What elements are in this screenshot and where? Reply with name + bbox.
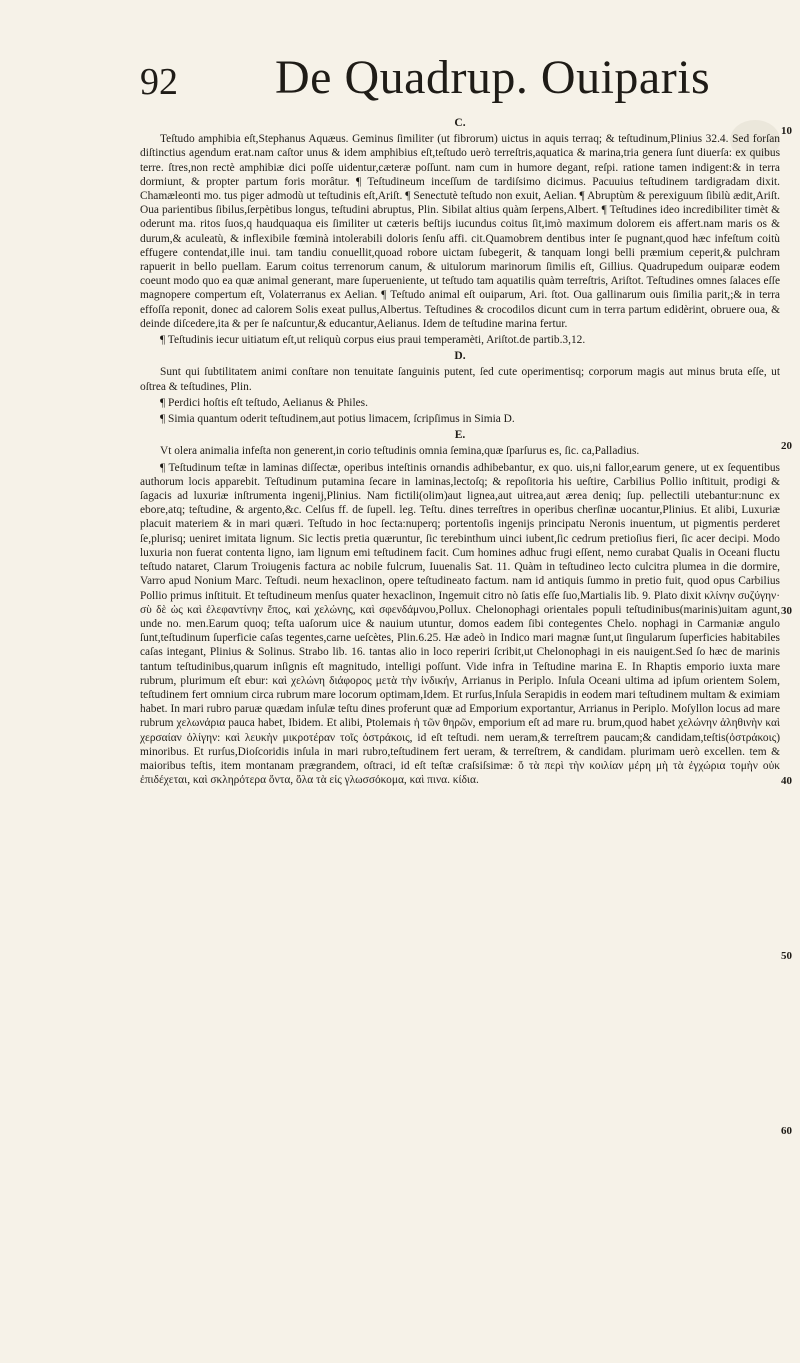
margin-line-number: 30: [781, 605, 792, 617]
paragraph: ¶ Simia quantum oderit teſtudinem,aut potius limacem, ſcripſimus in Simia D.: [160, 413, 515, 426]
section-letter-e: E.: [454, 429, 466, 442]
margin-line-number: 40: [781, 775, 792, 787]
paragraph: ¶ Teſtudinum teſtæ in laminas diſſectæ, operibus inteſtinis ornandis adhibebantur, ex quo. uis,ni fallor,earum genere, ut ex ſequentibus authorum locis apparebit. Teſtudinum putamina ſecare in laminas,lectoſq; & repoſitoria his ueſtire, Carbilius Pollio inſtituit, prodigi & ſagacis ad luxuriæ inſtrumenta ingenij,Plinius. Nam fictili(olim)aut lignea,aut uitrea,aut ærea deniq; ſup. pellectili utebantur:nunc ex ebore,atq; teſtudine, & argento,&c. Celſus ff. de ſupell. leg. Teſtu. dines terreſtres in operibus cherſinæ uocantur,Plinius. Et alibi, Luxuriæ placuit materiem & in mari quæri. Teſtudo in hoc ſecta:nuperq; portentoſis ingenijs principatu Neronis inuentum, ut pigmentis perderet ſe,plurisq; ueniret imitata lignum. Sic lectis pretia quæruntur, ſic terebinthum uinci iubent,ſic cedrum pretioſius fieri, ſic acer decipi. Modo luxuria non fuerat contenta ligno, iam lignum emi teſtudinem facit. Cum homines adhuc frugi eſſent, nemo curabat Qualis in Oceani fluctu teſtudo nataret, Clarum Troiugenis factura ac nobile fulcrum, Iuuenalis Sat. 11. Quàm in teſtudineo lecto culcitra plumea in die dormire, Varro apud Nonium Marc. Teſtudi. neum hexaclinon, opere teſtudineato factum. nam id antiquis ſummo in pretio fuit, quod opus Carbilius Pollio primus inſtituit. Et teſtudineum menſus quater hexaclinon, Ingemuit citro nò ſatis eſſe ſuo,Martialis lib. 9. Plato dixit κλίνην συζύγην· σὺ δὲ ὡς καὶ ἐλεφαντίνην ἔπος, καὶ χελώνης, καὶ σφενδάμνου,Pollux. Chelonophagi orientales populi teſtudinibus(marinis)uitam agunt, unde no. men.Earum quoq; teſta uaſorum uice & nauium utuntur, domos eadem ſibi contegentes Chelo. nophagi in Carmaniæ angulo ſunt,teſtudinum ſuperficie caſas tegentes,carne ueſcètes, Plin.6.25. Hæ adeò in Indico mari magnæ ſunt,ut ſingularum ſuperficies habitabiles caſas integant, Plinius & Solinus. Strabo lib. 16. tantas alio in loco reperiri ſcribit,ut Chelonophagi in eis nauigent.Sed ſo hæc de marinis tantum teſtudinibus,quarum inſignis eſt magnitudo, intelligi poſſunt. Vide infra in Teſtudine marina E. In Rhaptis emporio iuxta mare rubrum, plurimum eſt ebur: καὶ χελώνη διάφορος μετὰ τὴν ἰνδικήν, Arrianus in Periplo. Inſula Oceani ultima ad ipſum orientem Solem, teſtudinem fert omnium circa rubrum mare locorum optimam,Idem. Et rurſus,Inſula Serapidis in eodem mari teſtudinem multam & eximiam habet. In mari rubro paruæ quædam inſulæ teſtu dines proferunt quæ ad Emporium exportantur, Arrianus in Periplo. Moſyllon locus ad mare rubrum χελωνάρια pauca habet, Ibidem. Et alibi, Ptolemais ἡ τῶν θηρῶν, emporium eſt ad mare ru. brum,quod habet χελώνην ἀληθινὴν καὶ χερσαίαν ὀλίγην: καὶ λευκὴν μικροτέραν τοῖς ὀστράκοις, id eſt teſtudi. nem ueram,& terreſtrem paucam;& candidam,teſtis(ὀστράκοις) minoribus. Et rurſus,Dioſcoridis inſula in mari rubro,teſtudinem fert ueram, & terreſtrem, & candidam. plurimam uerò excellen. tem & maioribus teſtis, item montanam prægrandem, oſtraci, id eſt teſtæ craſsiſsimæ: ὅ τὰ περὶ τὴν κοιλίαν μέρη μὴ τὰ ἐγχώρια τομὴν οὐκ ἐπιδέχεται, καὶ σκληρότερα ὄντα, ὅλα τὰ εἰς γλωσσόκομα, καὶ πινα. κίδια.: [140, 461, 780, 787]
page-body: [140, 114, 780, 789]
paragraph: Sunt qui ſubtilitatem animi conſtare non tenuitate ſanguinis putent, ſed cute operimentisq; corporum magis aut minus bruta eſſe, ut oſtrea & teſtudines, Plin.: [140, 366, 780, 393]
paragraph: Vt olera animalia infeſta non generent,in corio teſtudinis omnia ſemina,quæ ſparſurus es, ſic. ca,Palladius.: [160, 445, 640, 458]
page-number: 92: [140, 61, 178, 103]
running-title: De Quadrup. Ouiparis: [275, 51, 711, 104]
margin-line-number: 10: [781, 125, 792, 137]
paragraph: ¶ Teſtudinis iecur uitiatum eſt,ut reliquù corpus eius praui temperamèti, Ariſtot.de partib.3,12.: [160, 334, 586, 347]
margin-line-number: 50: [781, 950, 792, 962]
section-letter-d: D.: [454, 350, 466, 363]
paragraph: Teſtudo amphibia eſt,Stephanus Aquæus. Geminus ſimiliter (ut fibrorum) uictus in aquis terraq; & teſtudinum,Plinius 32.4. Sed forſan diſtinctius agendum erat.nam caſtor unus & idem amphibius eſt,teſtudo uerò terreſtris,aquatica & marina,tria genera ſunt diuerſa: ex quibus terre. ſtres,non rectè amphibiæ dici poſſe uidentur,cæteræ poſſunt. nam cum in humore degant, reſpi. ratione tamen indigent:& in terra dormiunt, & propter partum foris morâtur. ¶ Teſtudineum inceſſum de tardiſsimo dicimus. Pacuuius teſtudinem tardigradam dixit. Chamæleonti mo. tus piger admodù ut teſtudinis eſt,Ariſt. ¶ Senectutè teſtudo non exuit, Aelian. ¶ Abruptùm & perexiguum ſibilù ædit,Ariſt. Oua parientibus ſibilus,ſerpètibus longus, teſtudini abruptus, Plin. Sibilat altius quàm ſerpens,Albert. ¶ Teſtudines ideo incredibiliter timèt & oderunt ma. ritos ſuos,q haudquaqua eis ſimiliter ut cæteris beſtijs iucundus coitus ſit,imò maximum dolorem eis affert.nam maris os & durum,& aculeatù, & inflexibile fœminà intolerabili doloris ſenſu affi. cit.Quamobrem dentibus inter ſe pugnant,quod hæc infeſtum coitù effugere contendat,ille inui. tam tandiu conuellit,quoad robore uictam ſubegerit, & tanquam longi belli præmium ceperit,& pulchram rapuerit in bello puellam. Earum coitus terrenorum canum, & uitulorum marinorum ſimilis eſt, Gillius. Quadrupedum ouiparæ eodem coeunt modo quo ea quæ animal generant, mare ſuperueniente, ut teſtudo tam aquatilis quàm terreſtris, Ariſtot. Teſtudines omnes ſalaces eſſe magnopere compertum eſt, Volaterranus ex Aelian. ¶ Teſtudo animal eſt ouiparum, Ari. ſtot. Oua gallinarum ouis ſimilia parit,;& in terra effoſſa reponit, donec ad calorem Solis exeat pullus,Albertus. Teſtudines & crocodilos dicunt cum in terra partum edidèrint, obruere oua, & deinde diſcedere,ita & per ſe naſcuntur,& educantur,Aelianus. Idem de teſtudine marina fertur.: [140, 133, 780, 330]
page-header: [140, 50, 711, 110]
margin-line-number: 20: [781, 440, 792, 452]
paragraph: ¶ Perdici hoſtis eſt teſtudo, Aelianus & Philes.: [160, 396, 368, 409]
section-letter-c: C.: [454, 117, 466, 129]
margin-line-number: 60: [781, 1125, 792, 1137]
